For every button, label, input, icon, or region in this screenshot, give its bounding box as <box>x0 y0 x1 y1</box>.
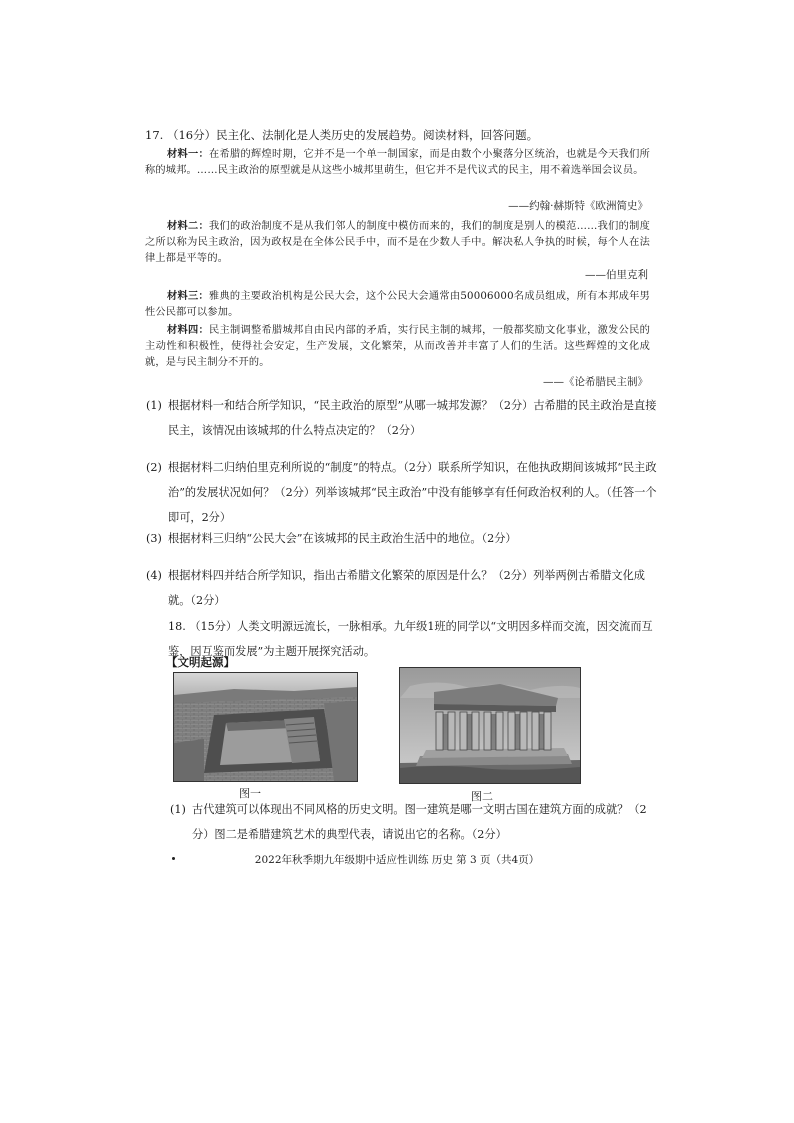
page-footer: 2022年秋季期九年级期中适应性训练 历史 第 3 页（共4页） <box>254 854 540 866</box>
material-1-text: 在希腊的辉煌时期，它并不是一个单一制国家，而是由数个小聚落分区统治，也就是今天我们所称的城邦。……民主政治的原型就是从这些小城邦里萌生，但它并不是代议式的民主，用不着选举国会议员。 <box>145 149 650 177</box>
q17-sub1-number: (1) <box>146 399 162 412</box>
material-2-source: ——伯里克利 <box>585 269 648 281</box>
q18-header <box>168 614 658 664</box>
parthenon-image <box>400 668 580 783</box>
q18-sub1-text: 古代建筑可以体现出不同风格的历史文明。图一建筑是哪一文明古国在建筑方面的成就？（2分）图二是希腊建筑艺术的典型代表，请说出它的名称。（2分） <box>192 803 647 841</box>
q17-sub3-number: (3) <box>146 532 162 545</box>
q17-subquestion-4 <box>146 563 658 613</box>
material-3-text: 雅典的主要政治机构是公民大会，这个公民大会通常由50006000名成员组成，所有本邦成年男性公民都可以参加。 <box>145 291 650 319</box>
q17-subquestion-1 <box>146 393 658 443</box>
q18-sub1-number: (1) <box>170 803 186 816</box>
material-4-text: 民主制调整希腊城邦自由民内部的矛盾，实行民主制的城邦，一般都奖励文化事业，激发公民的主动性和积极性，使得社会安定，生产发展，文化繁荣，从而改善并丰富了人们的生活。这些辉煌的文化成就，是与民主制分不开的。 <box>145 325 650 369</box>
q17-sub2-text: 根据材料二归纳伯里克利所说的“制度”的特点。（2分）联系所学知识，在他执政期间该城邦“民主政治”的发展状况如何？（2分）列举该城邦“民主政治”中没有能够享有任何政治权利的人。（任答一个即可，2分） <box>168 461 657 524</box>
scan-dot <box>172 857 175 860</box>
bath-ruins-image <box>174 673 357 781</box>
q17-sub4-number: (4) <box>146 569 162 582</box>
q17-subquestion-2 <box>146 455 658 530</box>
figure-1-caption: 图一 <box>239 787 261 800</box>
material-2 <box>145 218 650 268</box>
figure-2-photo <box>399 667 581 784</box>
material-1 <box>145 146 650 179</box>
material-3 <box>145 288 650 321</box>
q18-header-text: 18. （15分）人类文明源远流长，一脉相承。九年级1班的同学以“文明因多样而交流，因交流而互鉴，因互鉴而发展”为主题开展探究活动。 <box>168 620 653 658</box>
q18-subquestion-1 <box>170 797 662 847</box>
material-4 <box>145 322 650 372</box>
section-title: 【文明起源】 <box>166 655 235 669</box>
material-4-source: ——《论希腊民主制》 <box>543 376 648 388</box>
q17-subquestion-3 <box>146 526 658 551</box>
material-1-label: 材料一： <box>167 148 210 160</box>
material-1-source: ——约翰·赫斯特《欧洲简史》 <box>508 200 648 212</box>
q17-header: 17. （16分）民主化、法制化是人类历史的发展趋势。阅读材料，回答问题。 <box>145 128 539 142</box>
q17-sub1-text: 根据材料一和结合所学知识，“民主政治的原型”从哪一城邦发源？（2分）古希腊的民主政治是直接民主，该情况由该城邦的什么特点决定的？（2分） <box>168 399 657 437</box>
q17-sub2-number: (2) <box>146 461 162 474</box>
material-3-label: 材料三： <box>167 290 209 302</box>
material-2-text: 我们的政治制度不是从我们邻人的制度中模仿而来的，我们的制度是别人的模范……我们的制度之所以称为民主政治，因为政权是在全体公民手中，而不是在少数人手中。解决私人争执的时候，每个人在法律上都是平等的。 <box>145 221 650 265</box>
q17-sub3-text: 根据材料三归纳“公民大会”在该城邦的民主政治生活中的地位。（2分） <box>168 532 517 545</box>
material-4-label: 材料四： <box>167 324 210 336</box>
figure-2-caption: 图二 <box>471 790 493 803</box>
figure-1-photo <box>173 672 358 782</box>
material-2-label: 材料二： <box>167 220 210 232</box>
q17-sub4-text: 根据材料四并结合所学知识，指出古希腊文化繁荣的原因是什么？（2分）列举两例古希腊文化成就。（2分） <box>168 569 645 607</box>
